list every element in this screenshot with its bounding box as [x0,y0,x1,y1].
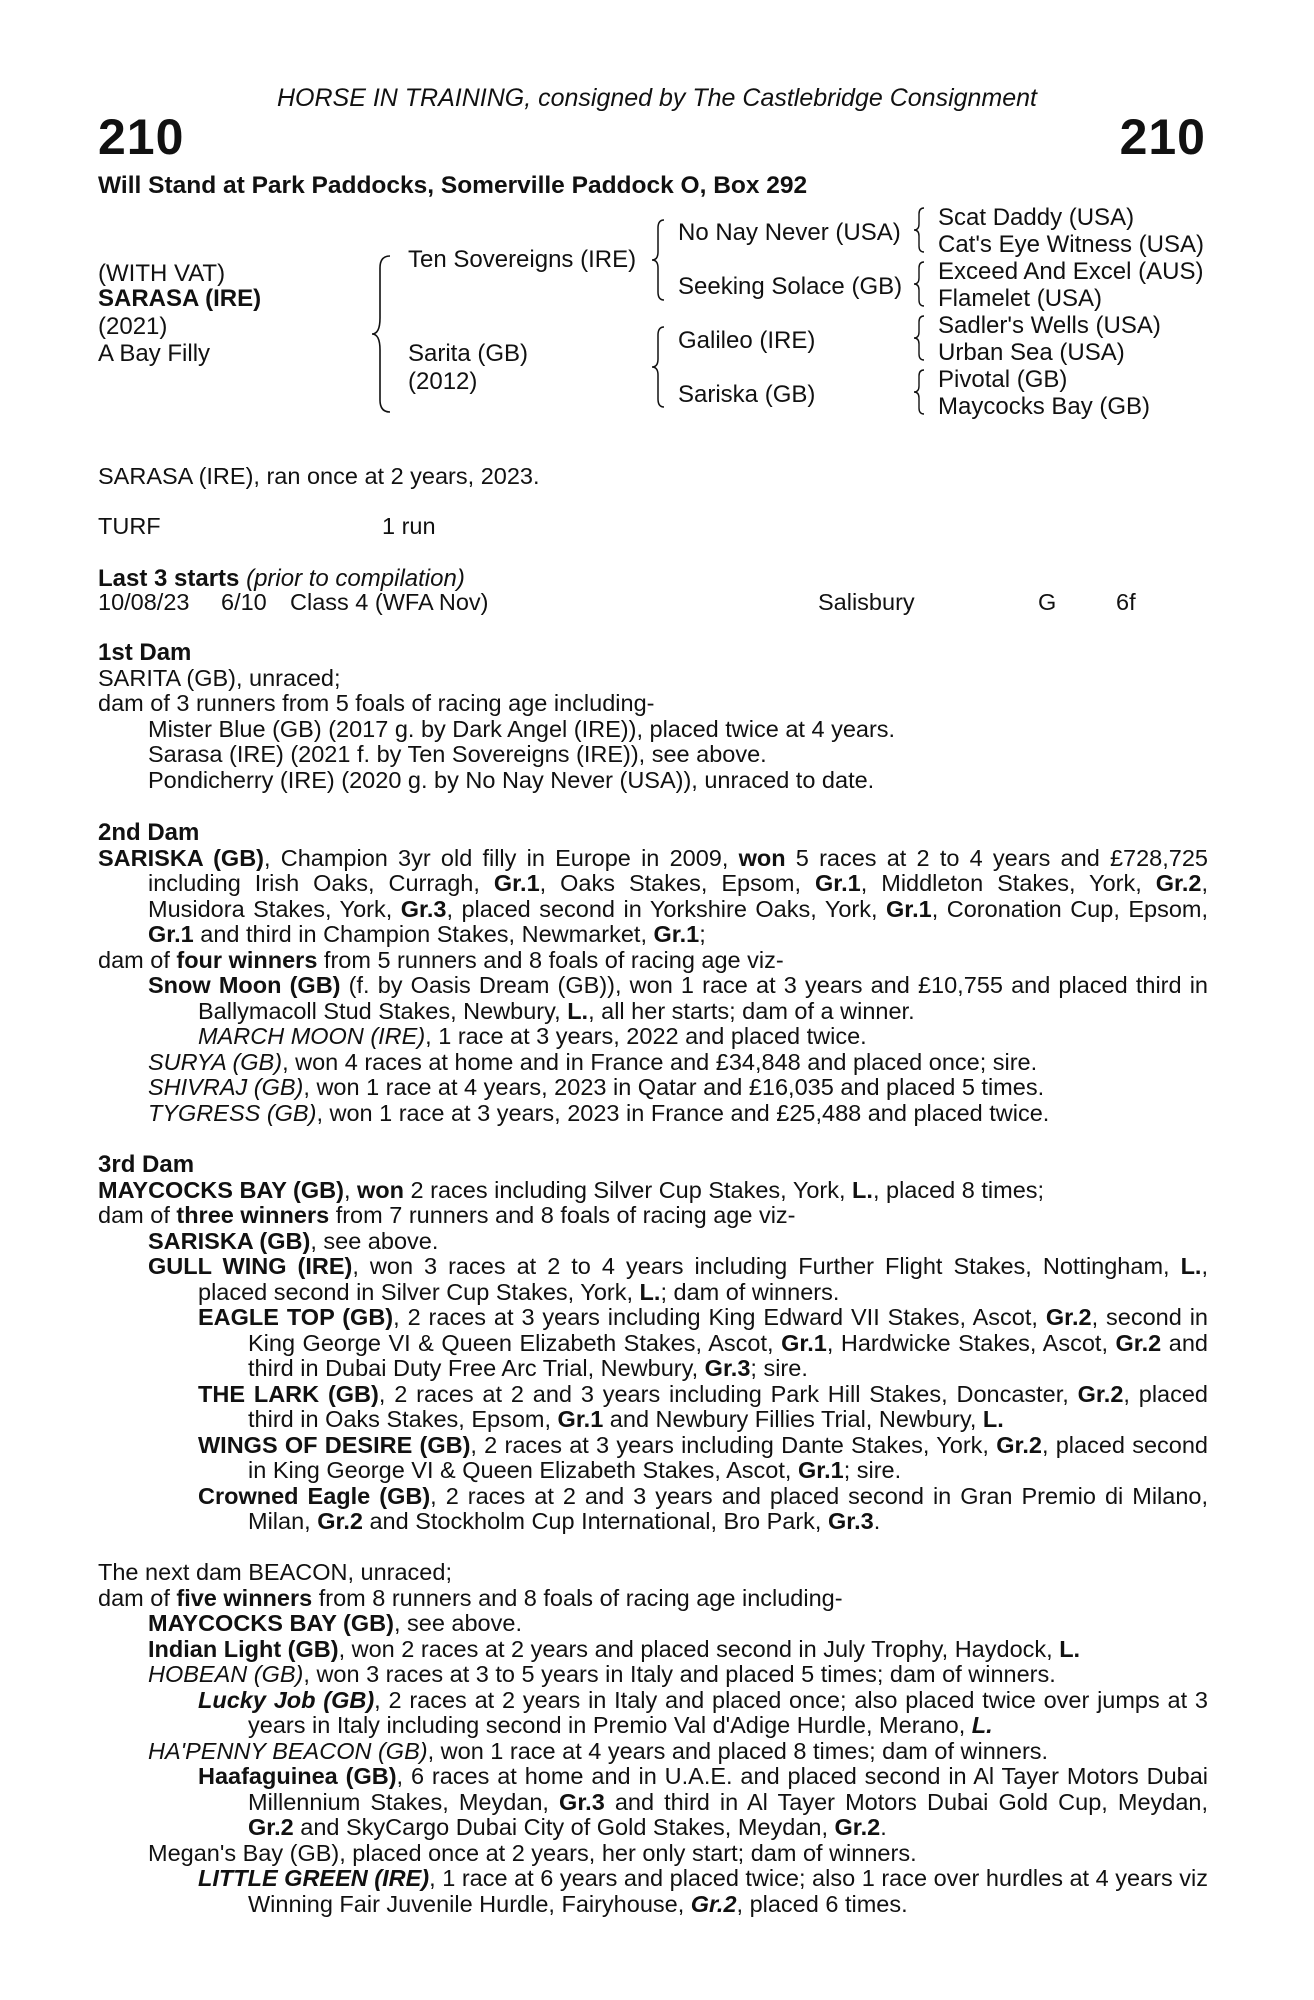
text: , won 4 races at home and in France and £34,848 and placed once; sire. [282,1048,1038,1075]
grade-label: L. [1180,1253,1202,1279]
pedigree-dam-year: (2012) [408,368,478,395]
text: , 2 races at 2 and 3 years including Park Hill Stakes, Doncaster, [378,1380,1078,1407]
produce-megans-bay: Megan's Bay (GB), placed once at 2 years, her only start; dam of winners. [148,1839,917,1866]
grade-label: Gr.2 [1077,1380,1124,1407]
produce-the-lark [98,1382,1208,1433]
text: , Musidora Stakes, York, [148,870,1208,922]
text: , Champion 3yr old filly in Europe in 2009, [264,844,739,871]
start-position: 6/10 [221,589,267,615]
grade-label: Gr.2 [1115,1329,1162,1356]
text: , 1 race at 6 years and placed twice; also 1 race over hurdles at 4 years viz Winning Fair Juvenile Hurdle, Fairyhouse, [248,1865,1208,1917]
first-dam-produce-3: Pondicherry (IRE) (2020 g. by No Nay Never (USA)), unraced to date. [148,766,875,793]
text: ; dam of winners. [660,1278,840,1305]
produce-crowned-eagle [98,1484,1208,1535]
text: ; sire. [750,1355,808,1381]
grade-label: Gr.2 [1045,1304,1092,1330]
pedigree-dsd: Urban Sea (USA) [938,339,1125,366]
pedigree-brace-dam [650,325,668,409]
won-label: won [738,844,786,871]
text: , second in King George VI & Queen Elizabeth Stakes, Ascot, [248,1304,1208,1356]
surface-runs: 1 run [382,513,436,539]
next-dam-produce-summary [98,1586,1208,1612]
grade-label: Gr.3 [827,1508,874,1534]
horse-name: MAYCOCKS BAY (GB) [98,1176,344,1203]
third-dam-title: 3rd Dam [98,1151,195,1178]
start-going: G [1038,589,1057,615]
text: , placed 8 times; [872,1176,1045,1203]
pedigree-ddd: Maycocks Bay (GB) [938,393,1151,420]
text: , all her starts; dam of a winner. [588,997,915,1024]
text: and third in Dubai Duty Free Arc Trial, Newbury, [248,1329,1208,1381]
produce-gull-wing [98,1254,1208,1305]
text: dam of [98,1202,177,1228]
text: from 8 runners and 8 foals of racing age including- [312,1584,843,1611]
text: , Hardwicke Stakes, Ascot, [826,1329,1116,1356]
horse-name: SHIVRAJ (GB) [148,1074,304,1100]
pedigree-dds: Pivotal (GB) [938,366,1068,393]
third-dam-section [98,1152,1208,1535]
pedigree-sire: Ten Sovereigns (IRE) [408,246,637,273]
winners-count: three winners [176,1202,330,1228]
grade-label: Gr.1 [815,870,861,896]
pedigree-brace-main [370,254,398,414]
text: , see above. [393,1610,522,1636]
grade-label: Gr.2 [317,1508,363,1534]
horse-name: WINGS OF DESIRE (GB) [198,1431,471,1458]
text: , placed second in Silver Cup Stakes, York, [198,1253,1208,1305]
horse-name: MARCH MOON (IRE) [198,1023,426,1049]
text: , 1 race at 3 years, 2022 and placed twice. [425,1023,867,1049]
third-dam-produce-summary [98,1203,1208,1229]
grade-label: Gr.1 [781,1329,827,1356]
pedigree-dd: Sariska (GB) [678,381,816,408]
text: , placed second in Yorkshire Oaks, York, [446,895,887,922]
horse-name: TYGRESS (GB) [148,1099,317,1126]
first-dam-produce-2: Sarasa (IRE) (2021 f. by Ten Sovereigns (IRE)), see above. [148,741,767,767]
horse-name: Haafaguinea (GB) [198,1763,397,1789]
text: , placed third in Oaks Stakes, Epsom, [248,1380,1209,1432]
first-dam-line2: dam of 3 runners from 5 foals of racing age including- [98,690,655,716]
text: , won 2 races at 2 years and placed second in July Trophy, Haydock, [338,1635,1060,1662]
grade-label: Gr.3 [704,1355,751,1381]
text: , Middleton Stakes, York, [860,870,1156,896]
third-dam-entry: MAYCOCKS BAY (GB), won 2 races including Silver Cup Stakes, York, L., placed 8 times; [98,1176,1045,1203]
first-dam-section [98,640,1208,793]
text: , won 3 races at 2 to 4 years including Further Flight Stakes, Nottingham, [352,1253,1181,1279]
produce-hobean [98,1662,1208,1688]
race-summary: SARASA (IRE), ran once at 2 years, 2023. [98,463,540,489]
produce-indian-light [98,1637,1208,1663]
won-label: won [357,1176,404,1203]
pedigree-ssd: Cat's Eye Witness (USA) [938,231,1204,258]
second-dam-section [98,820,1208,1126]
vat-label: (WITH VAT) [98,260,226,287]
horse-name: MAYCOCKS BAY (GB) [148,1610,394,1636]
pedigree-sss: Scat Daddy (USA) [938,204,1135,231]
text: , won 1 race at 3 years, 2023 in France and £25,488 and placed twice. [316,1099,1050,1126]
pedigree-dss: Sadler's Wells (USA) [938,312,1161,339]
grade-label: L. [852,1176,873,1203]
text: and SkyCargo Dubai City of Gold Stakes, Meydan, [293,1814,835,1840]
horse-name: HA'PENNY BEACON (GB) [148,1737,428,1764]
start-race: Class 4 (WFA Nov) [290,589,489,615]
text: from 5 runners and 8 foals of racing age viz- [317,946,784,973]
pedigree-sds: Exceed And Excel (AUS) [938,258,1204,285]
horse-name: SURYA (GB) [148,1048,283,1075]
produce-little-green [98,1866,1208,1917]
grade-label: Gr.3 [400,895,447,922]
horse-name: Crowned Eagle (GB) [198,1482,431,1509]
horse-description: A Bay Filly [98,340,211,367]
grade-label: L. [1059,1635,1081,1662]
grade-label: L. [639,1278,661,1305]
text: , 6 races at home and in U.A.E. and placed second in Al Tayer Motors Dubai Millennium Stakes, Meydan, [248,1763,1208,1815]
text: ; [699,921,706,947]
pedigree-brace-sd [912,260,928,308]
grade-label: Gr.2 [834,1814,881,1840]
pedigree-brace-dd [912,368,928,416]
horse-name: Lucky Job (GB) [198,1686,375,1713]
horse-year: (2021) [98,313,168,340]
produce-march-moon [98,1024,1208,1050]
grade-label: Gr.1 [653,921,700,947]
second-dam-name: SARISKA (GB) [98,844,264,871]
horse-name: EAGLE TOP (GB) [198,1304,394,1330]
winners-count: four winners [176,946,318,973]
second-dam-entry [98,846,1208,948]
text: , won 1 race at 4 years, 2023 in Qatar and £16,035 and placed 5 times. [303,1074,1045,1100]
first-dam-title: 1st Dam [98,639,192,666]
grade-label: Gr.2 [248,1814,294,1840]
text: (f. by Oasis Dream (GB)), won 1 race at 3 years and £10,755 and placed third in Ballymacoll Stud Stakes, Newbury, [198,972,1208,1024]
produce-haafaguinea [98,1764,1208,1841]
horse-name: SARISKA (GB) [148,1227,311,1254]
lot-number-left: 210 [98,109,185,165]
produce-shivraj [98,1075,1208,1101]
text: , 2 races at 3 years including King Edward VII Stakes, Ascot, [393,1304,1046,1330]
grade-label: Gr.2 [690,1890,737,1917]
text: ; sire. [843,1457,902,1483]
start-distance: 6f [1116,589,1136,615]
winners-count: five winners [176,1584,313,1611]
next-dam-section [98,1560,1208,1917]
stand-location: Will Stand at Park Paddocks, Somerville Paddock O, Box 292 [98,172,808,199]
first-dam-produce-1: Mister Blue (GB) (2017 g. by Dark Angel (IRE)), placed twice at 4 years. [148,715,896,742]
text: . [880,1814,887,1840]
last-starts-note: (prior to compilation) [246,565,465,592]
pedigree-brace-sire [650,218,668,302]
text: , 2 races at 2 and 3 years and placed second in Gran Premio di Milano, Milan, [248,1482,1209,1534]
produce-eagle-top [98,1305,1208,1382]
consignment-header: HORSE IN TRAINING, consigned by The Castlebridge Consignment [276,84,1038,112]
grade-label: Gr.2 [1155,870,1202,896]
text: . [873,1508,881,1534]
horse-name: SARASA (IRE) [98,285,262,312]
text: and third in Al Tayer Motors Dubai Gold Cup, Meydan, [604,1788,1209,1815]
produce-maycocks-bay [98,1611,1208,1637]
second-dam-produce-summary [98,948,1208,974]
produce-tygress [98,1101,1208,1127]
text: from 7 runners and 8 foals of racing age viz- [329,1202,796,1228]
grade-label: Gr.2 [996,1431,1042,1458]
text: dam of [98,1584,177,1611]
grade-label: L. [567,997,589,1024]
grade-label: Gr.1 [148,921,194,947]
text: 2 races including Silver Cup Stakes, York, [404,1176,853,1203]
last-starts-title: Last 3 starts [98,565,240,592]
surface-label: TURF [98,513,161,539]
text: 5 races at 2 to 4 years and £728,725 including Irish Oaks, Curragh, [148,844,1208,896]
pedigree-ss: No Nay Never (USA) [678,219,901,246]
grade-label: Gr.3 [559,1788,605,1815]
text: and Newbury Fillies Trial, Newbury, [603,1406,983,1432]
text: , see above. [310,1227,439,1254]
horse-name: Indian Light (GB) [148,1635,339,1662]
text: , placed second in King George VI & Queen Elizabeth Stakes, Ascot, [248,1431,1208,1483]
text: , placed 6 times. [736,1890,908,1917]
text: , Coronation Cup, Epsom, [931,895,1208,922]
pedigree-brace-ss [912,206,928,254]
text: , 2 races at 3 years including Dante Stakes, York, [470,1431,997,1458]
next-dam-line1: The next dam BEACON, unraced; [98,1559,452,1585]
grade-label: Gr.1 [797,1457,844,1483]
text: and third in Champion Stakes, Newmarket, [193,921,654,947]
produce-snow-moon [98,973,1208,1024]
pedigree-dam: Sarita (GB) [408,340,529,367]
text: and Stockholm Cup International, Bro Park, [362,1508,828,1534]
lot-number-right: 210 [1119,109,1206,165]
start-course: Salisbury [818,589,915,615]
first-dam-line1: SARITA (GB), unraced; [98,664,341,691]
horse-name: THE LARK (GB) [198,1380,379,1407]
produce-hapenny-beacon [98,1739,1208,1765]
text: dam of [98,946,177,973]
horse-name: LITTLE GREEN (IRE) [198,1865,430,1891]
pedigree-ds: Galileo (IRE) [678,327,816,354]
text: , 2 races at 2 years in Italy and placed once; also placed twice over jumps at 3 years in Italy including second in Premio Val d'Adige Hurdle, Merano, [248,1686,1208,1738]
text: , Oaks Stakes, Epsom, [539,870,815,896]
pedigree-brace-ds [912,314,928,362]
grade-label: Gr.1 [557,1406,604,1432]
second-dam-title: 2nd Dam [98,819,200,846]
grade-label: L. [971,1712,993,1738]
grade-label: Gr.1 [886,895,932,922]
grade-label: L. [982,1406,1004,1432]
produce-lucky-job [98,1688,1208,1739]
pedigree-sd: Seeking Solace (GB) [678,273,903,300]
text: , won 1 race at 4 years and placed 8 times; dam of winners. [427,1737,1049,1764]
horse-name: HOBEAN (GB) [148,1661,304,1687]
produce-surya [98,1050,1208,1076]
produce-sariska [98,1229,1208,1255]
pedigree-sdd: Flamelet (USA) [938,285,1103,312]
produce-wings-of-desire [98,1433,1208,1484]
horse-name: GULL WING (IRE) [148,1253,353,1279]
text: , won 3 races at 3 to 5 years in Italy and placed 5 times; dam of winners. [303,1661,1056,1687]
grade-label: Gr.1 [493,870,540,896]
start-date: 10/08/23 [98,589,190,615]
horse-name: Snow Moon (GB) [148,972,341,998]
